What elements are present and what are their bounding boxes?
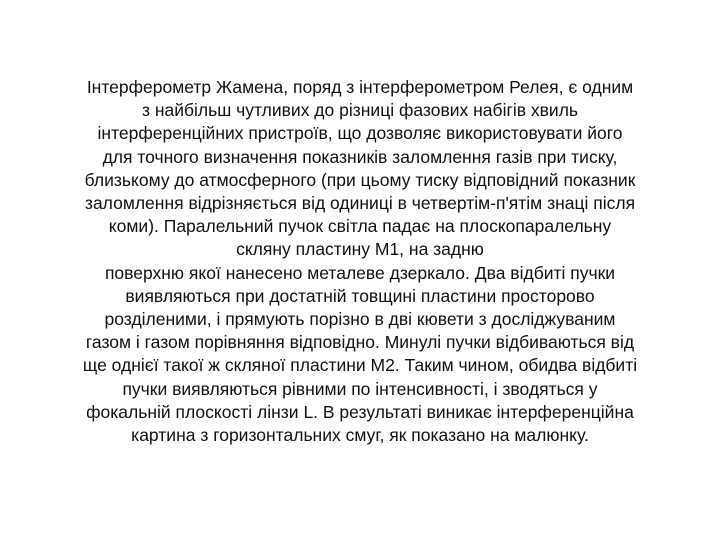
paragraph-line: виявляються при достатній товщині пластини просторово bbox=[125, 285, 595, 306]
paragraph-line: картина з горизонтальних смуг, як показано на малюнку. bbox=[131, 425, 589, 446]
paragraph-line: для точного визначення показників заломлення газів при тиску, bbox=[102, 146, 618, 167]
paragraph-line: газом і газом порівняння відповідно. Минулі пучки відбиваються від bbox=[85, 332, 635, 353]
paragraph-line: заломлення відрізняється від одиниці в четвертім-п'ятім знаці після bbox=[84, 193, 636, 214]
paragraph-line: поверхню якої нанесено металеве дзеркало. Два відбиті пучки bbox=[104, 262, 616, 283]
paragraph-line: розділеними, і прямують порізно в дві кювети з досліджуваним bbox=[104, 309, 616, 330]
paragraph-line: коми). Паралельний пучок світла падає на плоскопаралельну bbox=[108, 216, 612, 237]
description-paragraph bbox=[30, 76, 690, 447]
paragraph-line: з найбільш чутливих до різниці фазових набігів хвиль bbox=[141, 100, 579, 121]
paragraph-line: пучки виявляються рівними по інтенсивності, і зводяться у bbox=[122, 378, 598, 399]
paragraph-line: скляну пластину М1, на задню bbox=[236, 239, 484, 260]
paragraph-line: Інтерферометр Жамена, поряд з інтерферометром Релея, є одним bbox=[86, 77, 634, 97]
paragraph-line: ще однієї такої ж скляної пластини М2. Таким чином, обидва відбиті bbox=[82, 355, 638, 376]
paragraph-line: фокальній плоскості лінзи L. В результаті виникає інтерференційна bbox=[86, 401, 634, 422]
paragraph-line: близькому до атмосферного (при цьому тиску відповідний показник bbox=[84, 169, 636, 190]
paragraph-line: інтерференційних пристроїв, що дозволяє використовувати його bbox=[97, 123, 623, 144]
